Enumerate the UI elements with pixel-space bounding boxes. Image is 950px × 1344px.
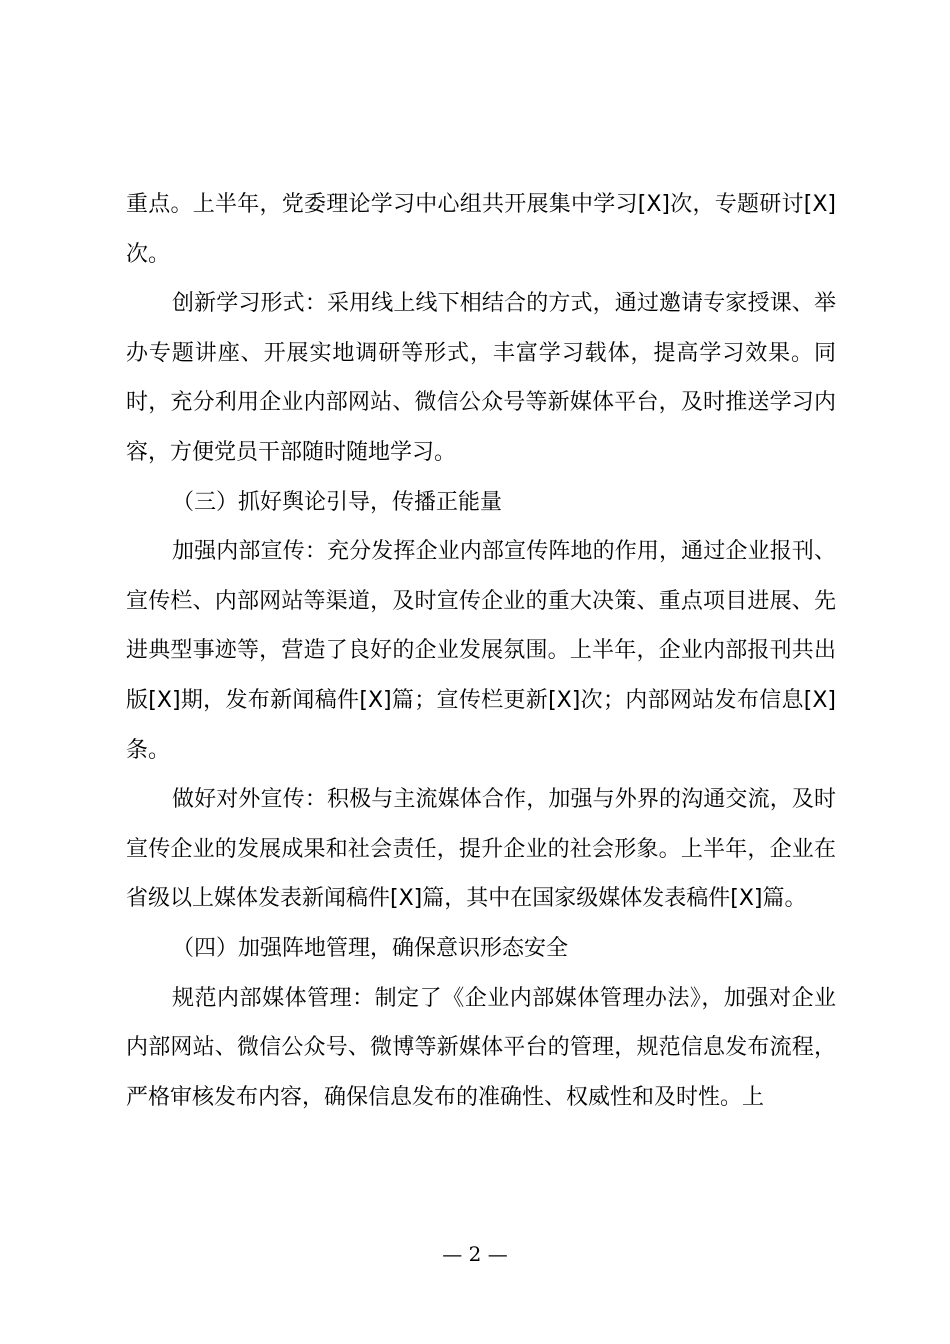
paragraph-continuation: 重点。上半年，党委理论学习中心组共开展集中学习[X]次，专题研讨[X]次。 [126,192,836,267]
section-heading-4: （四）加强阵地管理，确保意识形态安全 [172,935,569,961]
paragraph-external-publicity: 做好对外宣传：积极与主流媒体合作，加强与外界的沟通交流，及时宣传企业的发展成果和社会责任，提升企业的社会形象。上半年，企业在省级以上媒体发表新闻稿件[X]篇，其中在国家级媒体发表稿件[X]篇。 [126,787,836,912]
paragraph-media-management: 规范内部媒体管理：制定了《企业内部媒体管理办法》，加强对企业内部网站、微信公众号、微博等新媒体平台的管理，规范信息发布流程，严格审核发布内容，确保信息发布的准确性、权威性和及时性。上 [126,985,836,1110]
section-heading-3: （三）抓好舆论引导，传播正能量 [172,489,503,515]
body-text [126,180,836,1122]
paragraph-learning-format: 创新学习形式：采用线上线下相结合的方式，通过邀请专家授课、举办专题讲座、开展实地调研等形式，丰富学习载体，提高学习效果。同时，充分利用企业内部网站、微信公众号等新媒体平台，及时推送学习内容，方便党员干部随时随地学习。 [126,291,836,465]
page-number: — 2 — [442,1242,508,1266]
paragraph-internal-publicity: 加强内部宣传：充分发挥企业内部宣传阵地的作用，通过企业报刊、宣传栏、内部网站等渠道，及时宣传企业的重大决策、重点项目进展、先进典型事迹等，营造了良好的企业发展氛围。上半年，企业内部报刊共出版[X]期，发布新闻稿件[X]篇；宣传栏更新[X]次；内部网站发布信息[X]条。 [126,539,836,763]
